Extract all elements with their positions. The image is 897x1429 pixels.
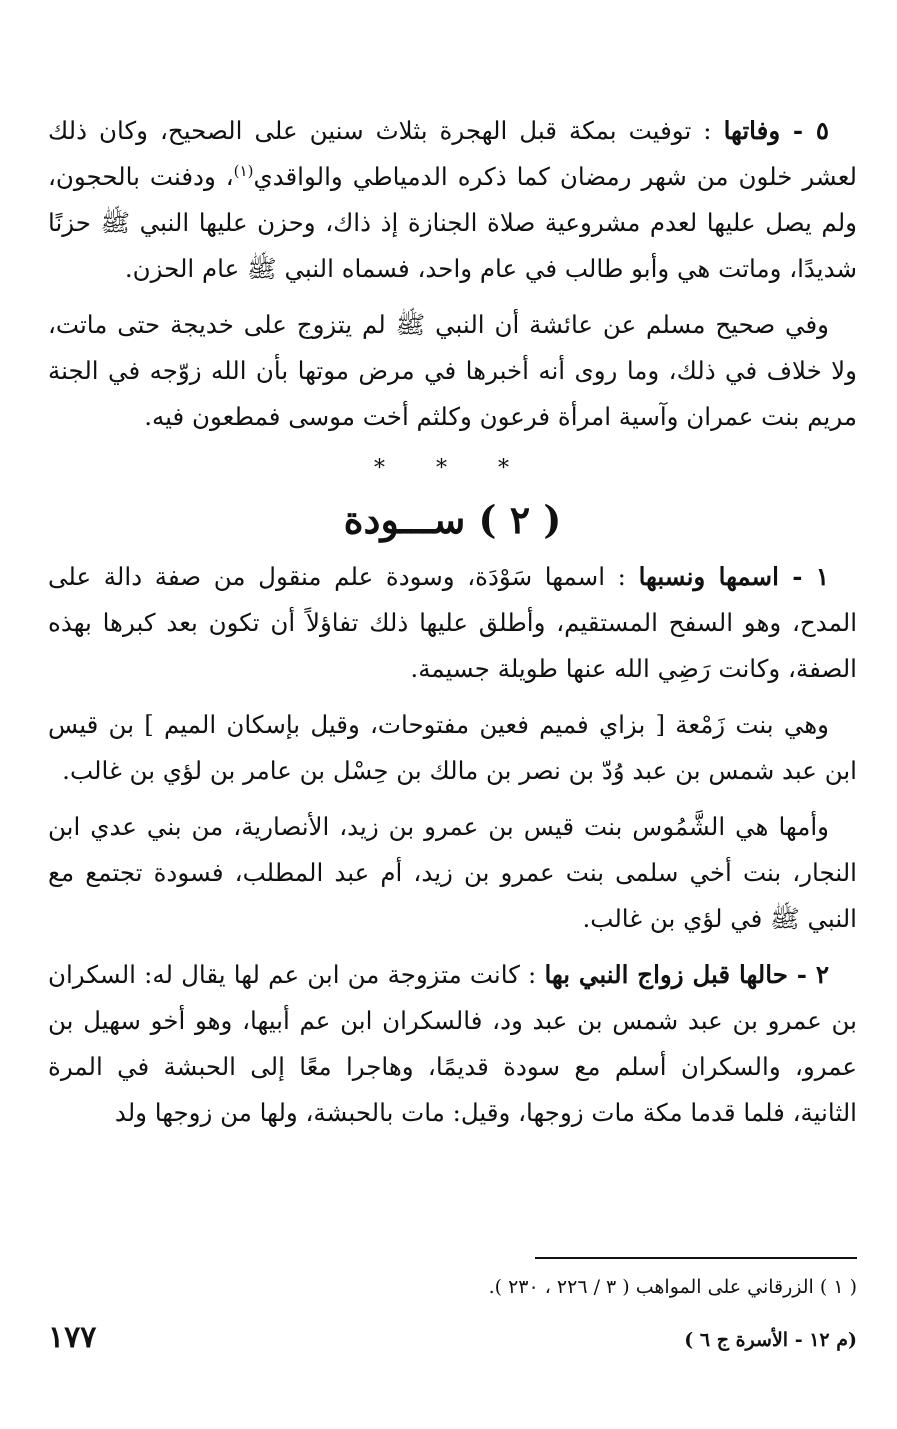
paragraph-before-marriage <box>48 952 857 1136</box>
section-heading-name-lineage: ١ - اسمها ونسبها <box>638 562 829 591</box>
section-divider-stars: * * * <box>374 456 531 481</box>
paragraph-death-text: : توفيت بمكة قبل الهجرة بثلاث سنين على الصحيح، وكان ذلك لعشر خلون من شهر رمضان كما ذكره الدمياطي والواقدي <box>48 116 857 191</box>
paragraph-name-lineage <box>48 554 857 692</box>
paragraph-sahih-muslim: وفي صحيح مسلم عن عائشة أن النبي ﷺ لم يتزوج على خديجة حتى ماتت، ولا خلاف في ذلك، وما روى أنه أخبرها في مرض موتها بأن الله زوّجه في الجنة مريم بنت عمران وآسية امرأة فرعون وكلثم أخت موسى فمطعون فيه. <box>48 310 857 431</box>
printer-signature: (م ١٢ - الأسرة ج ٦ ) <box>684 1329 857 1351</box>
section-heading-before-marriage: ٢ - حالها قبل زواج النبي بها <box>544 960 829 989</box>
paragraph-name-lineage-text: : اسمها سَوْدَة، وسودة علم منقول من صفة دالة على المدح، وهو السفح المستقيم، وأطلق عليها ذلك تفاؤلاً أن تكون بعد كبرها بهذه الصفة، وكانت رَضِي الله عنها طويلة جسيمة. <box>48 562 857 683</box>
footnote: ( ١ ) الزرقاني على المواهب ( ٣ / ٢٢٦ ، ٢٣٠ ). <box>488 1276 857 1298</box>
section-heading-death: ٥ - وفاتها <box>723 116 830 145</box>
paragraph-mother-lineage: وأمها هي الشَّمُوس بنت قيس بن عمرو بن زيد، الأنصارية، من بني عدي ابن النجار، بنت أخي سلمى بنت عمرو بن زيد، أم عبد المطلب، فسودة تجتمع مع النبي ﷺ في لؤي بن غالب. <box>48 812 857 933</box>
page-body <box>48 108 857 1146</box>
paragraph-death-text-continued: ، ودفنت بالحجون، ولم يصل عليها لعدم مشروعية صلاة الجنازة إذ ذاك، وحزن عليها النبي ﷺ حزنًا شديدًا، وماتت هي وأبو طالب في عام واحد، فسماه النبي ﷺ عام الحزن. <box>48 162 857 283</box>
paragraph-death <box>48 108 857 292</box>
paragraph-father-lineage: وهي بنت زَمْعة [ بزاي فميم فعين مفتوحات، وقيل بإسكان الميم ] بن قيس ابن عبد شمس بن عبد وُدّ بن نصر بن مالك بن حِسْل بن عامر بن لؤي بن غالب. <box>48 710 857 785</box>
paragraph-before-marriage-text: : كانت متزوجة من ابن عم لها يقال له: السكران بن عمرو بن عبد شمس بن عبد ود، فالسكران ابن عم أبيها، وهو أخو سهيل بن عمرو، والسكران أسلم مع سودة قديمًا، وهاجرا معًا إلى الحبشة في المرة الثانية، فلما قدما مكة مات زوجها، وقيل: مات بالحبشة، ولها من زوجها ولد <box>48 960 857 1127</box>
chapter-heading-sawda: ( ٢ ) ســـودة <box>343 497 562 542</box>
page-number: ١٧٧ <box>48 1320 97 1355</box>
footnote-reference[interactable]: (١) <box>233 161 254 180</box>
footnote-separator <box>535 1257 857 1259</box>
